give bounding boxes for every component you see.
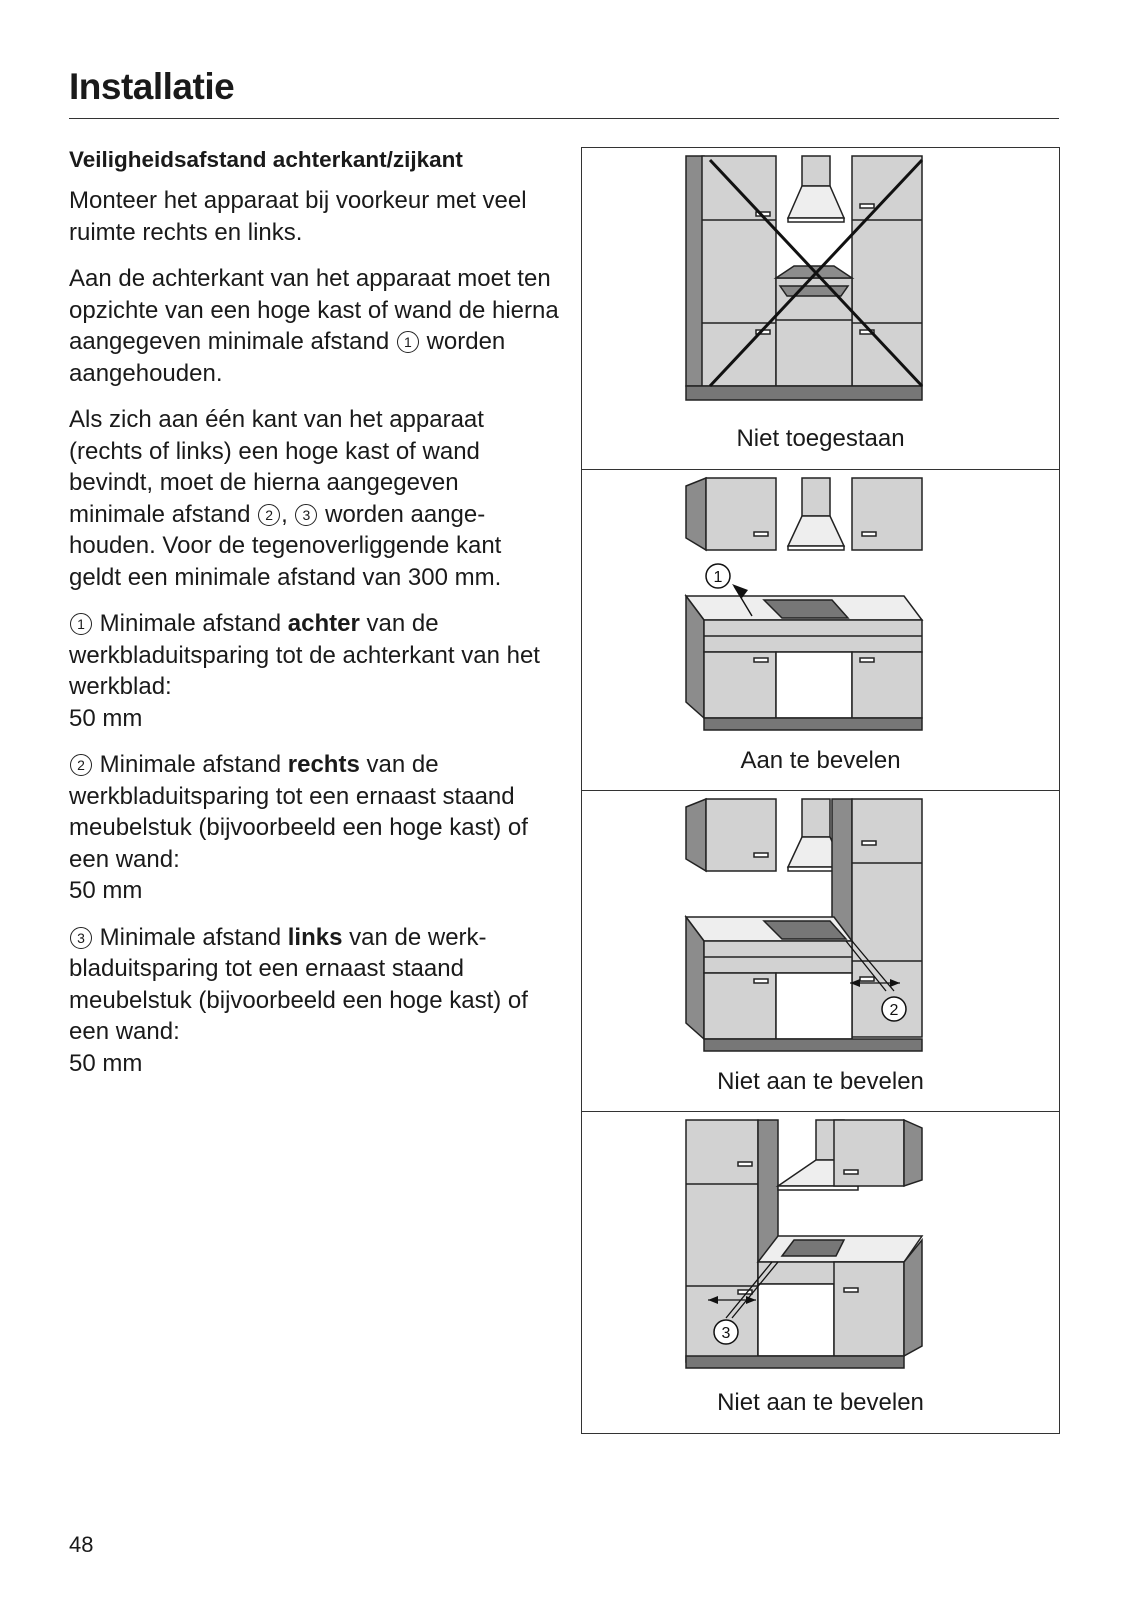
marker-3: 3	[295, 504, 317, 526]
paragraph-back-distance	[69, 263, 559, 389]
marker-2: 2	[258, 504, 280, 526]
marker-2-label: 2	[889, 1002, 899, 1019]
marker-1: 1	[397, 331, 419, 353]
p3-text-end: worden aangehouden. Voor de tegenoverliggende kant geldt een minimale afstand van 300 mm.	[69, 500, 502, 591]
marker-1: 1	[70, 613, 92, 635]
page-number: 48	[69, 1532, 94, 1557]
item3-bold: links	[287, 923, 343, 951]
paragraph-side-distance	[69, 404, 559, 593]
figure-panel	[581, 147, 1060, 1434]
item3-distance: 50 mm	[69, 1049, 143, 1077]
page-title: Installatie	[69, 66, 235, 107]
marker-3-label: 3	[721, 1325, 731, 1342]
marker-2: 2	[70, 754, 92, 776]
item2-post: van de werkbladuitsparing tot een ernaast staand meubelstuk (bijvoorbeeld een hoge kast) of een wand:	[69, 751, 528, 873]
item1-bold: achter	[287, 610, 360, 637]
item2-distance: 50 mm	[69, 877, 143, 904]
caption-not-recommended-right: Niet aan te bevelen	[717, 1068, 924, 1095]
item-distance-left	[69, 922, 559, 1080]
item1-distance: 50 mm	[69, 704, 143, 732]
item1-pre: Minimale afstand	[99, 610, 282, 637]
item-distance-back	[69, 608, 559, 734]
figure-not-recommended-right	[582, 790, 1059, 1112]
paragraph-intro: Monteer het apparaat bij voorkeur met veel ruimte rechts en links.	[69, 187, 527, 246]
item-distance-right	[69, 749, 559, 907]
kitchen-illustration-left-cabinet	[582, 1112, 1058, 1433]
item2-pre: Minimale afstand	[99, 751, 282, 778]
marker-3: 3	[70, 927, 92, 949]
section-heading: Veiligheidsafstand achterkant/zijkant	[69, 147, 463, 172]
figure-not-recommended-left	[582, 1111, 1059, 1433]
figure-not-allowed	[582, 148, 1059, 469]
item3-post: van de werkbladuitsparing tot een ernaast staand meubelstuk (bijvoorbeeld een hoge kast) of een wand:	[69, 923, 528, 1045]
p2-text-end: worden aangehouden.	[69, 328, 506, 387]
item1-post: van de werkbladuitsparing tot de achterkant van het werkblad:	[69, 610, 540, 700]
caption-not-allowed: Niet toegestaan	[736, 425, 905, 452]
header-divider	[69, 118, 1059, 119]
kitchen-illustration-right-cabinet	[582, 791, 1058, 1112]
kitchen-illustration-crossed	[582, 148, 1058, 469]
item3-pre: Minimale afstand	[99, 923, 282, 951]
p3-text: Als zich aan één kant van het apparaat (rechts of links) een hoge kast of wand bevindt, moet de hierna aangegeven minimale afstand	[69, 406, 484, 528]
p2-text: Aan de achterkant van het apparaat moet ten opzichte van een hoge kast of wand de hierna aangegeven minimale afstand	[69, 265, 559, 355]
p3-separator: ,	[281, 500, 288, 528]
caption-recommended: Aan te bevelen	[740, 747, 901, 774]
caption-not-recommended-left: Niet aan te bevelen	[717, 1389, 924, 1416]
marker-1-label: 1	[713, 569, 723, 586]
kitchen-illustration-recommended	[582, 470, 1058, 791]
item2-bold: rechts	[287, 751, 360, 778]
figure-recommended	[582, 469, 1059, 791]
text-column	[69, 145, 559, 1094]
